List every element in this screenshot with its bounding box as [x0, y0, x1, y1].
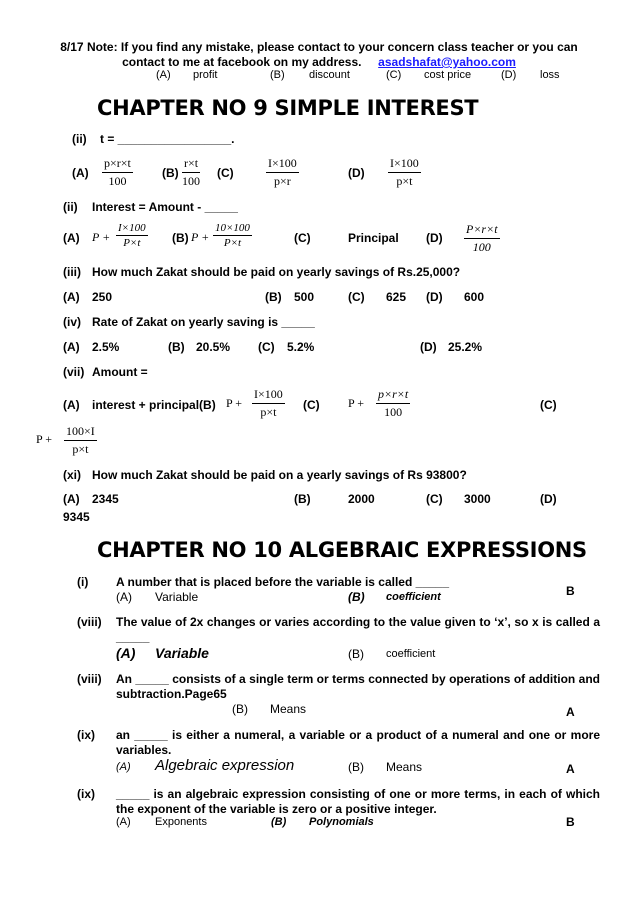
q9-3-option-c-text: 625: [386, 290, 407, 304]
q9-4-text: Rate of Zakat on yearly saving is _____: [92, 315, 315, 329]
note-text: contact to me at facebook on my address.: [122, 55, 362, 69]
q10-4-option-b-text: Means: [386, 760, 423, 774]
q9-5-fraction-c: $\frac{p\times r\times t}{100}$: [378, 387, 409, 419]
q9-1-option-d: (D): [348, 166, 365, 180]
prev-option-a-text: profit: [193, 69, 218, 81]
q9-4-option-b: (B): [168, 340, 185, 354]
chapter10-title: CHAPTER NO 10 ALGEBRAIC EXPRESSIONS: [97, 538, 587, 562]
q9-1-fraction-d: $\frac{I\times 100}{p\times t}$: [390, 156, 419, 188]
q9-2-fraction-d: $\frac{P\times r\times t}{100}$: [466, 222, 498, 254]
q9-4-option-d: (D): [420, 340, 437, 354]
q9-3-option-c: (C): [348, 290, 365, 304]
q10-4-number: (ix): [77, 728, 95, 742]
prev-option-b-text: discount: [309, 69, 350, 81]
q10-1-option-b-text: coefficient: [386, 591, 441, 603]
q9-2-text: Interest = Amount - _____: [92, 200, 238, 214]
q10-4-text: an _____ is either a numeral, a variable or a product of a numeral and one or more variables.: [116, 728, 600, 757]
q9-6-option-b: (B): [294, 492, 311, 506]
q9-4-option-a-text: 2.5%: [92, 340, 120, 354]
q10-1-number: (i): [77, 575, 89, 589]
q10-5-option-a: (A): [116, 816, 131, 828]
q10-2-option-b-text: coefficient: [386, 648, 436, 660]
q10-3-answer: A: [566, 705, 575, 719]
q9-5-number: (vii): [63, 365, 85, 379]
q10-5-option-b-text: Polynomials: [309, 816, 374, 828]
q10-2-text: The value of 2x changes or varies according to the value given to ‘x’, so x is called a _____: [116, 615, 600, 644]
q10-3-option-b: (B): [232, 702, 248, 716]
q9-3-option-d: (D): [426, 290, 443, 304]
q10-5-option-b: (B): [271, 816, 287, 828]
q10-3-text: An _____ consists of a single term or terms connected by operations of addition and subtraction.Page65: [116, 672, 600, 701]
q9-2-number: (ii): [63, 200, 78, 214]
q9-6-option-a: (A): [63, 492, 80, 506]
q9-3-option-d-text: 600: [464, 290, 485, 304]
q10-4-option-b: (B): [348, 760, 364, 774]
q9-1-fraction-c: $\frac{I\times 100}{p\times r}$: [268, 156, 297, 188]
q9-1-option-a: (A): [72, 166, 89, 180]
prev-option-b: (B): [270, 69, 285, 81]
q9-5-fraction-d: $\frac{100\times I}{p\times t}$: [66, 424, 95, 456]
q10-2-option-a: (A): [116, 645, 136, 661]
prev-option-d-text: loss: [540, 69, 560, 81]
q9-4-option-d-text: 25.2%: [448, 340, 483, 354]
q10-5-text: _____ is an algebraic expression consisting of one or more terms, in each of which the exponent of the variable is zero or a positive integer.: [116, 787, 600, 816]
q9-6-text: How much Zakat should be paid on a yearly savings of Rs 93800?: [92, 468, 467, 482]
q10-1-text: A number that is placed before the variable is called _____: [116, 575, 450, 589]
q9-6-option-c-text: 3000: [464, 492, 491, 506]
q9-6-option-a-text: 2345: [92, 492, 119, 506]
q10-3-number: (viii): [77, 672, 102, 686]
q9-2-option-a: (A): [63, 231, 80, 245]
q10-2-option-a-text: Variable: [155, 645, 209, 661]
q9-3-text: How much Zakat should be paid on yearly savings of Rs.25,000?: [92, 265, 461, 279]
prev-option-c-text: cost price: [424, 69, 472, 81]
note-line1: 8/17 Note: If you find any mistake, please contact to your concern class teacher or you can: [60, 40, 578, 54]
q10-1-answer: B: [566, 584, 575, 598]
q10-1-option-a-text: Variable: [155, 590, 199, 604]
prev-option-c: (C): [386, 69, 402, 81]
prev-option-d: (D): [501, 69, 517, 81]
q9-1-option-c: (C): [217, 166, 234, 180]
q9-2-option-c: (C): [294, 231, 311, 245]
q10-4-option-a: (A): [116, 761, 131, 773]
q9-1-text: t = _________________.: [100, 132, 235, 146]
q9-4-option-c-text: 5.2%: [287, 340, 315, 354]
q9-1-option-b: (B): [162, 166, 179, 180]
q10-2-number: (viii): [77, 615, 102, 629]
q9-2-prefix-b: P +: [191, 230, 210, 244]
q9-2-prefix-a: P +: [92, 230, 111, 244]
note-line2: [0, 55, 638, 69]
q9-3-option-a-text: 250: [92, 290, 113, 304]
q9-6-number: (xi): [63, 468, 81, 482]
q9-5-option-a: (A): [63, 398, 80, 412]
q10-2-option-b: (B): [348, 647, 364, 661]
prev-option-a: (A): [156, 69, 171, 81]
q9-3-option-a: (A): [63, 290, 80, 304]
q9-6-option-b-text: 2000: [348, 492, 375, 506]
q9-5-option-a-text: interest + principal(B): [92, 398, 216, 412]
q9-3-option-b-text: 500: [294, 290, 315, 304]
q9-1-fraction-a: $\frac{p\times r\times t}{100}$: [104, 156, 131, 188]
q10-1-option-b: (B): [348, 590, 365, 604]
q9-2-fraction-b: $\frac{10\times 100}{P\times t}$: [215, 222, 250, 249]
q9-4-option-c: (C): [258, 340, 275, 354]
q9-4-option-a: (A): [63, 340, 80, 354]
q9-3-number: (iii): [63, 265, 81, 279]
q9-6-option-c: (C): [426, 492, 443, 506]
q9-2-fraction-a: $\frac{I\times 100}{P\times t}$: [118, 222, 146, 249]
q10-1-option-a: (A): [116, 590, 132, 604]
q9-3-option-b: (B): [265, 290, 282, 304]
q9-2-option-b: (B): [172, 231, 189, 245]
q10-3-option-b-text: Means: [270, 702, 307, 716]
chapter9-title: CHAPTER NO 9 SIMPLE INTEREST: [97, 96, 479, 120]
q10-5-answer: B: [566, 815, 575, 829]
q9-1-fraction-b: $\frac{r\times t}{100}$: [182, 156, 201, 188]
q9-5-prefix-c: P +: [348, 396, 364, 410]
q9-4-option-b-text: 20.5%: [196, 340, 231, 354]
q9-5-prefix-b: P +: [226, 396, 242, 410]
q9-5-option-c: (C): [303, 398, 320, 412]
q9-2-option-d: (D): [426, 231, 443, 245]
q10-4-answer: A: [566, 762, 575, 776]
q10-4-option-a-text: Algebraic expression: [155, 757, 295, 774]
q10-5-option-a-text: Exponents: [155, 816, 207, 828]
q10-5-number: (ix): [77, 787, 95, 801]
q9-4-number: (iv): [63, 315, 81, 329]
q9-6-option-d: (D): [540, 492, 557, 506]
q9-2-option-c-text: Principal: [348, 231, 399, 245]
q9-5-fraction-b: $\frac{I\times 100}{p\times t}$: [254, 387, 283, 419]
q9-5-prefix-d: P +: [36, 432, 52, 446]
q9-1-number: (ii): [72, 132, 87, 146]
email-link[interactable]: asadshafat@yahoo.com: [378, 55, 516, 69]
q9-5-option-d: (C): [540, 398, 557, 412]
q9-5-text: Amount =: [92, 365, 148, 379]
q9-6-option-d-text: 9345: [63, 510, 90, 524]
